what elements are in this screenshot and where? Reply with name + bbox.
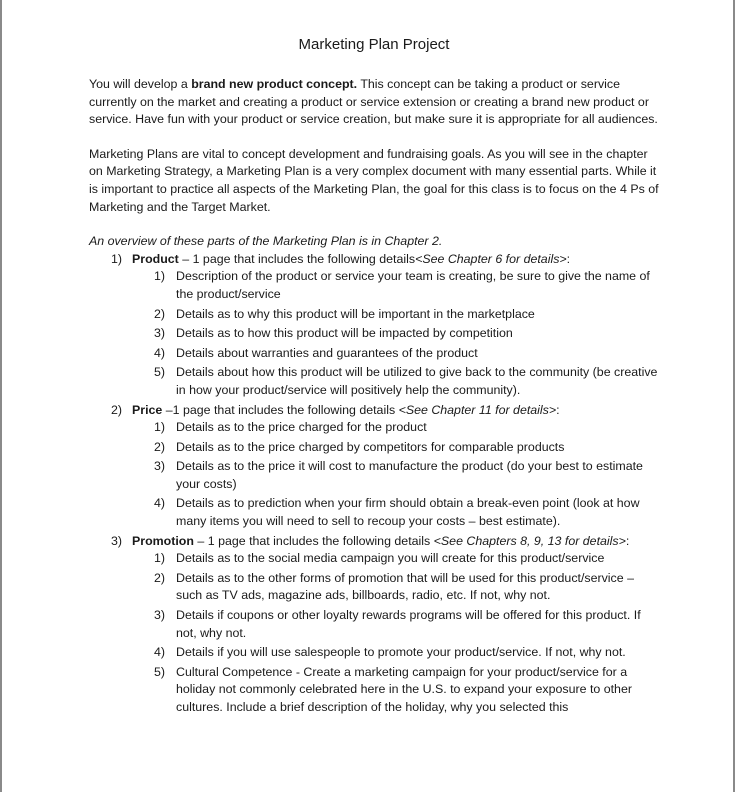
item-number: 4) [154, 345, 166, 360]
list-item [132, 306, 659, 324]
item-number: 5) [154, 664, 166, 679]
document-page [89, 34, 659, 719]
list-item [132, 550, 659, 568]
list-item [132, 439, 659, 457]
section-heading-end: : [625, 533, 630, 548]
section-number: 2) [111, 402, 123, 417]
item-number: 3) [154, 326, 166, 341]
section-heading-end: : [556, 402, 560, 417]
sections-list [89, 251, 659, 717]
item-text: Details if you will use salespeople to promote your product/service. If not, why not. [176, 645, 626, 660]
item-text: Details as to why this product will be important in the marketplace [176, 306, 535, 321]
item-number: 4) [154, 645, 166, 660]
item-number: 2) [154, 439, 166, 454]
section-name: Price [132, 402, 163, 417]
list-item [132, 570, 659, 605]
intro-lead: You will develop a [89, 77, 192, 91]
item-number: 1) [154, 420, 166, 435]
list-item [132, 607, 659, 642]
section-price [89, 402, 659, 531]
list-item [132, 458, 659, 493]
list-item [132, 268, 659, 303]
section-items [132, 419, 659, 531]
list-item [132, 419, 659, 437]
item-text: Details as to prediction when your firm should obtain a break-even point (look at how many items you will need to sell to recoup your costs – best estimate). [176, 496, 640, 529]
intro-paragraph [89, 76, 659, 129]
section-description: – 1 page that includes the following details [178, 251, 416, 266]
item-text: Details as to the price it will cost to manufacture the product (do your best to estimate your costs) [176, 459, 643, 491]
item-text: Details as to the price charged by competitors for comparable products [176, 439, 565, 454]
section-name: Promotion [132, 533, 194, 548]
list-item [132, 664, 659, 717]
section-number: 3) [111, 533, 123, 548]
list-item [132, 364, 659, 399]
section-number: 1) [111, 251, 123, 266]
section-description: –1 page that includes the following details [162, 402, 399, 417]
item-number: 5) [154, 365, 166, 380]
item-text: Details as to the other forms of promotion that will be used for this product/service – such as TV ads, magazine ads, billboards, radio, etc. If not, why not. [176, 570, 634, 603]
list-item [132, 325, 659, 343]
item-text: Details about warranties and guarantees of the product [176, 345, 478, 360]
item-text: Details as to the price charged for the product [176, 420, 427, 435]
item-text: Details if coupons or other loyalty rewards programs will be offered for this product. If not, why not. [176, 608, 641, 640]
section-heading-end: : [566, 251, 571, 266]
chapter-reference: <See Chapters 8, 9, 13 for details> [433, 533, 626, 548]
intro-rest: This concept can be taking a product or service currently on the market and creating a product or service extension or creating a brand new product or service. Have fun with your product or service creation, but make sure it is appropriate for all audiences. [89, 77, 658, 127]
intro-bold: brand new product concept. [191, 77, 358, 91]
list-item [132, 644, 659, 662]
page-left-border [0, 0, 2, 792]
document-title: Marketing Plan Project [298, 36, 450, 53]
item-text: Details about how this product will be utilized to give back to the community (be creative in how your product/service will positively help the community). [176, 365, 658, 397]
item-number: 1) [154, 551, 166, 566]
chapter-reference: <See Chapter 11 for details> [398, 402, 557, 417]
section-heading [132, 402, 659, 420]
item-text: Details as to the social media campaign you will create for this product/service [176, 551, 605, 566]
item-text: Details as to how this product will be impacted by competition [176, 326, 513, 341]
section-heading [132, 251, 659, 269]
overview-line: An overview of these parts of the Marketing Plan is in Chapter 2. [89, 234, 443, 249]
section-items [132, 268, 659, 399]
section-promotion [89, 533, 659, 717]
list-item [132, 345, 659, 363]
item-number: 2) [154, 570, 166, 585]
chapter-reference: <See Chapter 6 for details> [415, 251, 567, 266]
section-name: Product [132, 251, 179, 266]
marketing-plans-paragraph: Marketing Plans are vital to concept development and fundraising goals. As you will see in the chapter on Marketing Strategy, a Marketing Plan is a very complex document with many essential parts. While it is important to practice all aspects of the Marketing Plan, the goal for this class is to focus on the 4 Ps of Marketing and the Target Market. [89, 146, 659, 214]
section-heading [132, 533, 659, 551]
section-description: – 1 page that includes the following details [193, 533, 434, 548]
item-number: 3) [154, 459, 166, 474]
item-number: 4) [154, 496, 166, 511]
item-text: Cultural Competence - Create a marketing campaign for your product/service for a holiday not commonly celebrated here in the U.S. to expand your exposure to other cultures. Include a brief description of the holiday, why you selected this [176, 664, 632, 714]
section-items [132, 550, 659, 716]
item-number: 1) [154, 269, 166, 284]
item-number: 3) [154, 608, 166, 623]
list-item [132, 495, 659, 530]
item-text: Description of the product or service your team is creating, be sure to give the name of the product/service [176, 269, 650, 301]
item-number: 2) [154, 306, 166, 321]
section-product [89, 251, 659, 400]
